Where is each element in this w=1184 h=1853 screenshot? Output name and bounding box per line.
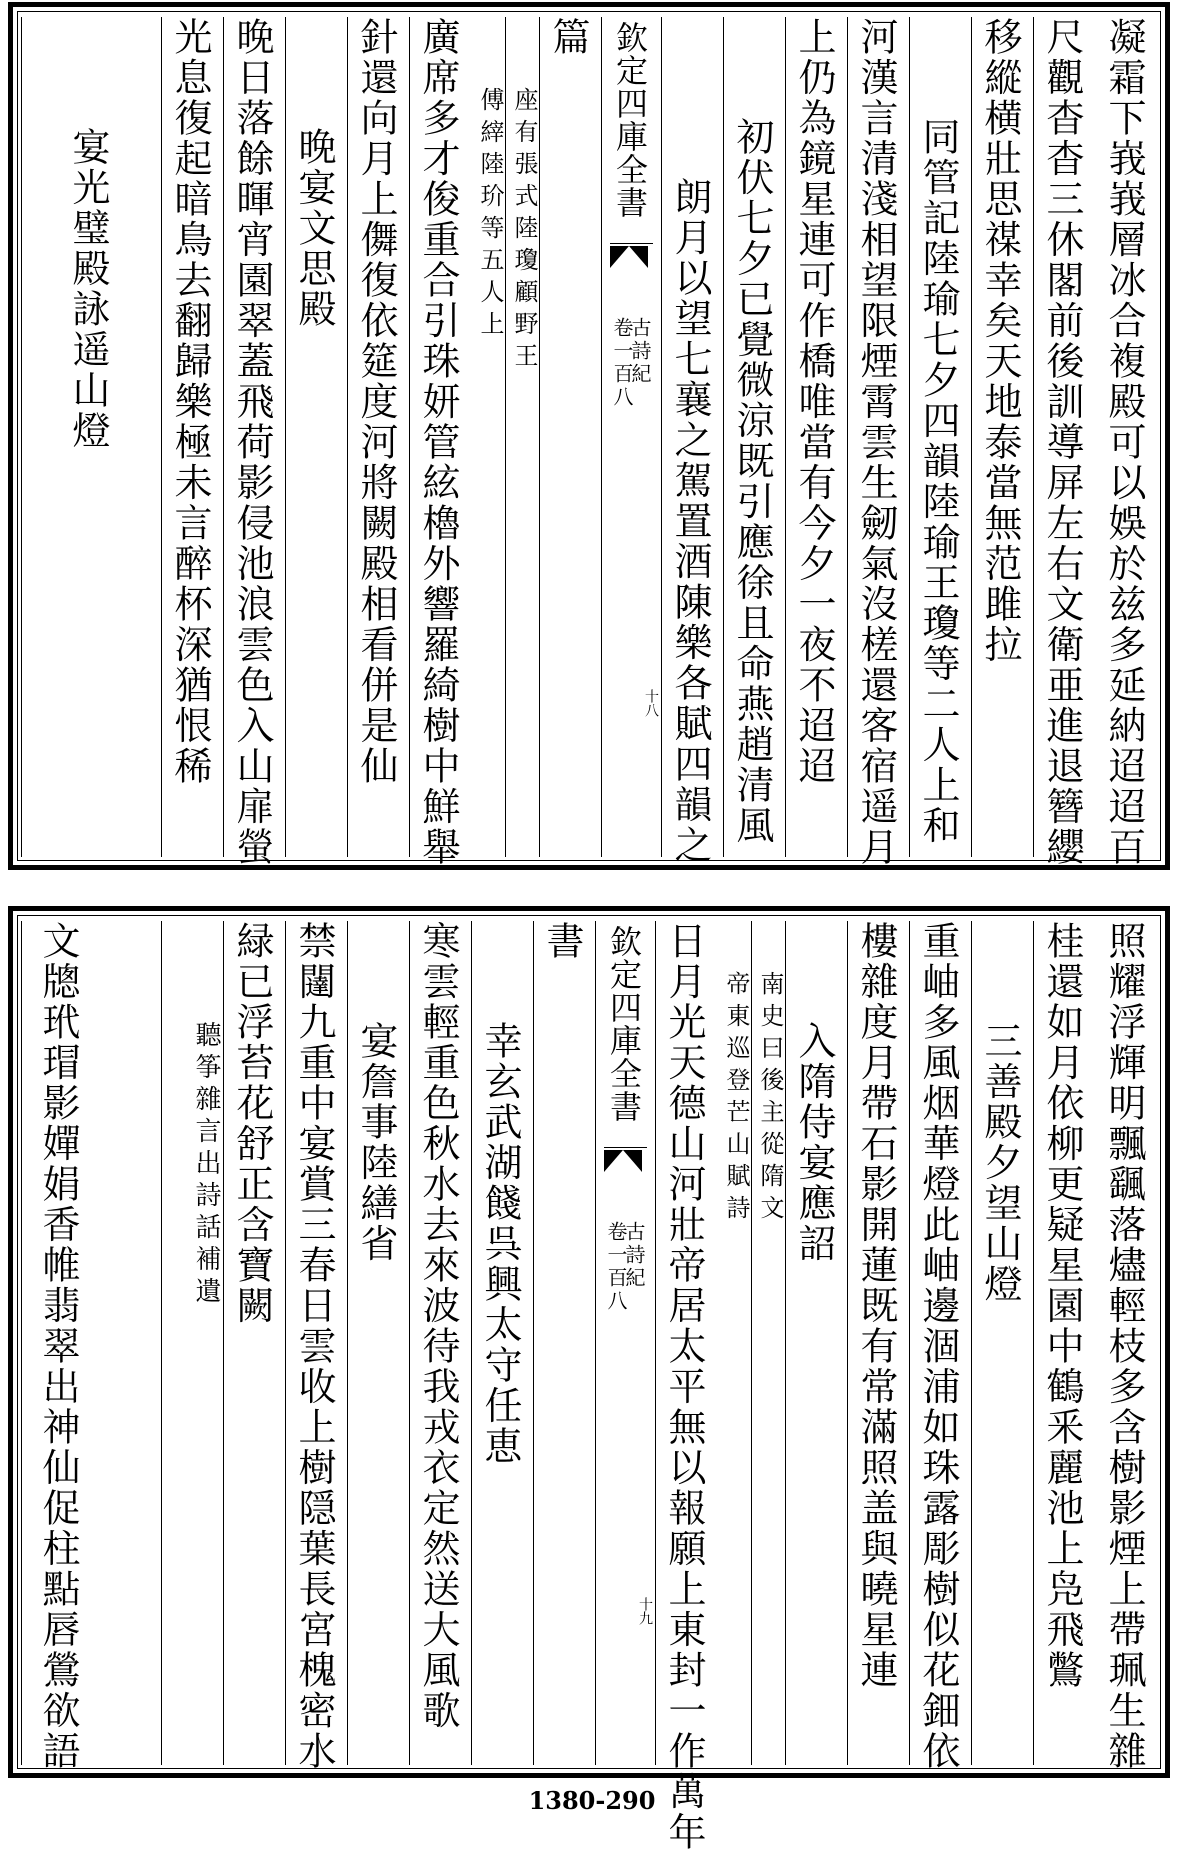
bottom-col-6 xyxy=(785,921,847,1765)
bottom-col-2 xyxy=(1033,921,1095,1765)
top-col-8-text: 朗月以望七襄之駕置酒陳樂各賦四韻之 xyxy=(668,177,712,866)
top-col-3-text: 移縱横壯思禖幸矣天地泰當無范雎拉 xyxy=(978,17,1022,665)
top-col-7 xyxy=(723,17,785,857)
top-col-14 xyxy=(285,17,347,857)
top-page-number: 十八 xyxy=(643,689,659,717)
top-col-10-text: 座有張式陸瓊顧野王 xyxy=(510,87,538,375)
top-col-5-text: 河漢言清淺相望限煙霄雲生劒氣沒槎還客宿遥月 xyxy=(854,17,898,868)
bottom-sub-section: 古詩紀 xyxy=(622,1221,646,1290)
top-col-10 xyxy=(505,17,539,857)
bottom-col-17 xyxy=(21,921,161,1772)
plate-number: 1380-290 xyxy=(528,1786,656,1815)
top-col-7-text: 初伏七夕已覺微涼既引應徐且命燕趙清風 xyxy=(730,117,774,846)
top-col-14-text: 晚宴文思殿 xyxy=(292,127,336,330)
bottom-col-9 xyxy=(655,921,717,1853)
bottom-col-14-text: 禁闥九重中宴賞三春日雲收上樹隠葉長宮槐密水 xyxy=(292,921,336,1772)
bottom-col-11-text: 幸玄武湖餞呉興太守任恵 xyxy=(478,1021,522,1467)
bottom-col-12 xyxy=(409,921,471,1765)
top-book-title: 欽定四庫全書 xyxy=(611,21,649,219)
top-col-15 xyxy=(223,17,285,868)
top-sub-section: 古詩紀 xyxy=(628,317,652,386)
top-col-3 xyxy=(971,17,1033,857)
top-col-9 xyxy=(539,17,601,857)
bottom-col-13 xyxy=(347,921,409,1765)
top-col-1-text: 凝霜下峩峩層冰合複殿可以娛於兹多延納迢迢百 xyxy=(1102,17,1146,868)
bottom-col-10-text: 書 xyxy=(540,921,584,962)
top-col-12-text: 廣席多才俊重合引珠妍管絃櫓外響羅綺樹中鮮舉 xyxy=(416,17,460,868)
top-col-13 xyxy=(347,17,409,857)
bottom-col-12-text: 寒雲輕重色秋水去來波待我戎衣定然送大風歌 xyxy=(416,921,460,1731)
top-col-5 xyxy=(847,17,909,868)
top-col-4-text: 同管記陸瑜七夕四韻陸瑜王瓊等二人上和 xyxy=(916,117,960,846)
bottom-col-5 xyxy=(847,921,909,1765)
bottom-col-16-text: 聽筝雜言出詩話補遺 xyxy=(191,1021,221,1309)
bottom-col-1-text: 照耀浮輝明飄颻落燼輕枝多含樹影煙上帶珮生雜 xyxy=(1102,921,1146,1772)
bottom-col-10 xyxy=(533,921,595,1765)
bottom-sub-volume: 卷一百八 xyxy=(604,1221,628,1313)
top-col-16-text: 光息復起暗鳥去翻歸樂極未言醉杯深猶恨稀 xyxy=(168,17,212,787)
top-col-17 xyxy=(21,17,161,857)
bottom-col-13-text: 宴詹事陸繕省 xyxy=(354,1021,398,1264)
top-col-9-text: 篇 xyxy=(546,17,590,58)
bottom-col-4 xyxy=(909,921,971,1772)
bottom-col-8 xyxy=(717,921,751,1765)
bottom-col-6-text: 入隋侍宴應詔 xyxy=(792,1021,836,1264)
bottom-col-8-text: 帝東巡登芒山賦詩 xyxy=(722,971,750,1227)
top-col-2 xyxy=(1033,17,1095,868)
bottom-col-15 xyxy=(223,921,285,1765)
top-sub-volume: 卷一百八 xyxy=(610,317,634,409)
bottom-col-7 xyxy=(751,921,785,1765)
top-col-4 xyxy=(909,17,971,857)
bottom-col-2-text: 桂還如月依柳更疑星園中鶴釆麗池上凫飛鷩 xyxy=(1040,921,1084,1691)
bottom-page-number: 十九 xyxy=(637,1597,653,1625)
top-col-11-text: 傅縡陸玠等五人上 xyxy=(476,87,504,343)
top-col-1 xyxy=(1095,17,1157,868)
bottom-col-9-text: 日月光天德山河壯帝居太平無以報願上東封一作萬年 xyxy=(662,921,706,1853)
bottom-col-15-text: 緑已浮苔花舒正含寶闕 xyxy=(230,921,274,1326)
top-col-17-text: 宴光璧殿詠遥山燈 xyxy=(66,127,110,451)
top-col-12 xyxy=(409,17,471,868)
bottom-col-17-text: 文牕玳瑁影嬋娟香帷翡翠出神仙促柱點唇鶯欲語 xyxy=(36,921,80,1772)
top-col-16 xyxy=(161,17,223,857)
bottom-col-3-text: 三善殿夕望山燈 xyxy=(978,1021,1022,1305)
top-col-8 xyxy=(661,17,723,866)
top-col-15-text: 晚日落餘暉宵園翠蓋飛荷影侵池浪雲色入山扉螢 xyxy=(230,17,274,868)
top-col-2-text: 尺觀杳杳三休閣前後訓導屏左右文衛亜進退簪纓 xyxy=(1040,17,1084,868)
top-col-6 xyxy=(785,17,847,857)
top-center-column xyxy=(601,17,661,857)
bottom-col-1 xyxy=(1095,921,1157,1772)
bottom-col-7-text: 南史曰後主從隋文 xyxy=(756,971,784,1227)
bottom-col-5-text: 樓雜度月帶石影開蓮既有常滿照盖與曉星連 xyxy=(854,921,898,1691)
top-fishtail-mark xyxy=(610,243,653,278)
bottom-col-14 xyxy=(285,921,347,1772)
bottom-col-11 xyxy=(471,921,533,1765)
top-col-11 xyxy=(471,17,505,857)
bottom-book-title: 欽定四庫全書 xyxy=(605,925,643,1123)
top-col-6-text: 上仍為鏡星連可作橋唯當有今夕一夜不迢迢 xyxy=(792,17,836,787)
bottom-center-column xyxy=(595,921,655,1765)
bottom-col-3 xyxy=(971,921,1033,1765)
top-col-13-text: 針還向月上儛復依筵度河將闕殿相看併是仙 xyxy=(354,17,398,787)
top-page xyxy=(8,2,1170,870)
bottom-fishtail-mark xyxy=(604,1147,647,1182)
bottom-col-4-text: 重岫多風烟華燈此岫邊涸浦如珠露彫樹似花鈿依 xyxy=(916,921,960,1772)
bottom-col-16 xyxy=(161,921,223,1765)
